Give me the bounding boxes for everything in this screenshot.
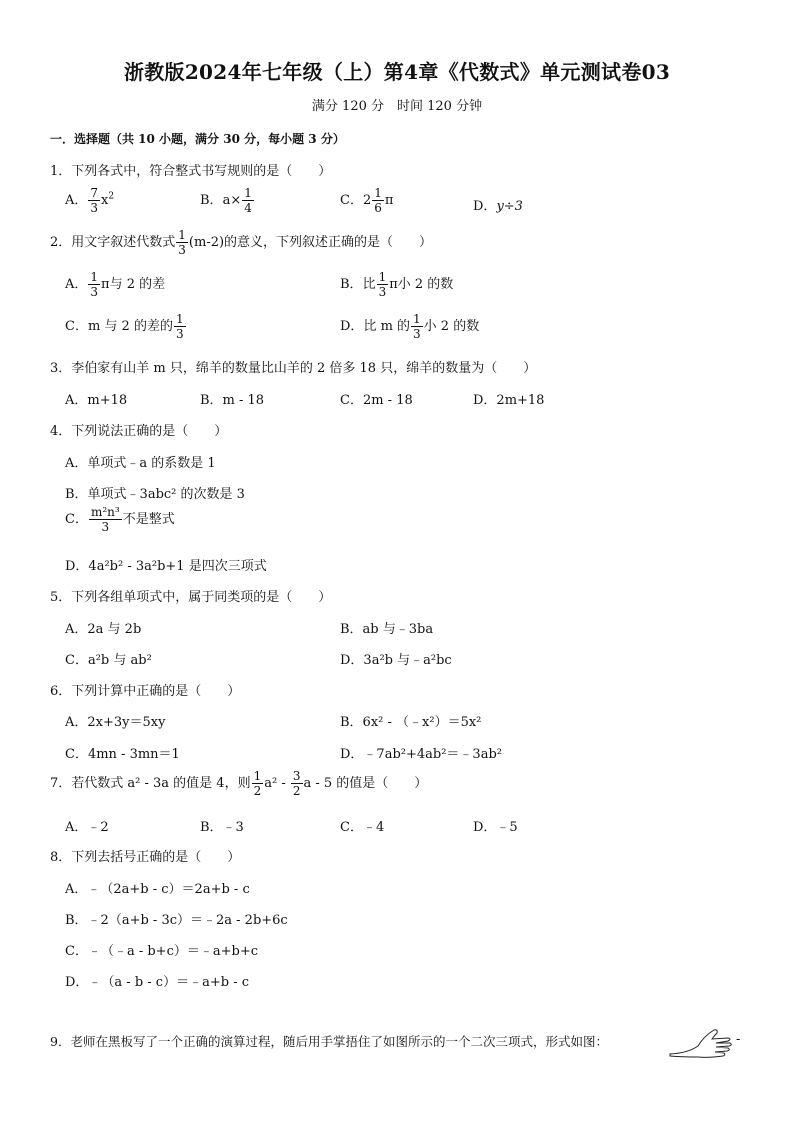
q1-option-d: D．y÷3: [473, 199, 523, 214]
q3-option-d: D．2m+18: [473, 393, 545, 408]
question-5-stem: 5．下列各组单项式中，属于同类项的是（ ）: [50, 590, 332, 605]
question-8-stem: 8．下列去括号正确的是（ ）: [50, 850, 241, 865]
q2-option-c: C．m 与 2 的差的 $\frac{1}{3}$: [65, 312, 184, 341]
page-title: 浙教版2024年七年级（上）第4章《代数式》单元测试卷03: [123, 60, 671, 84]
exam-info: 满分 120 分 时间 120 分钟: [311, 99, 483, 114]
hand-icon: [668, 1026, 734, 1060]
q7-option-a: A．﹣2: [65, 820, 109, 835]
q8-option-d: D．﹣（a - b - c）＝﹣a+b - c: [65, 975, 249, 990]
q6-option-c: C．4mn - 3mn＝1: [65, 747, 180, 762]
q5-option-d: D．3a²b 与﹣a²bc: [340, 653, 452, 668]
q1-option-b: B．a× $\frac{1}{4}$: [200, 186, 252, 215]
question-3-stem: 3．李伯家有山羊 m 只，绵羊的数量比山羊的 2 倍多 18 只，绵羊的数量为（ ）: [50, 361, 537, 376]
question-2-stem: 2．用文字叙述代数式 $\frac{1}{3}$ (m-2)的意义，下列叙述正确的是（ ）: [50, 228, 433, 257]
q3-option-b: B．m - 18: [200, 393, 265, 408]
q2-option-d: D．比 m 的 $\frac{1}{3}$ 小 2 的数: [340, 312, 480, 341]
question-9-stem: 9．老师在黑板写了一个正确的演算过程，随后用手掌捂住了如图所示的一个二次三项式，形式如图：: [50, 1034, 608, 1049]
q1-option-a: A． $\frac{7}{3}$ $x^2$: [65, 186, 115, 215]
q6-option-a: A．2x+3y＝5xy: [65, 715, 166, 730]
q3-option-a: A．m+18: [65, 393, 128, 408]
q8-option-a: A．﹣（2a+b - c）＝2a+b - c: [65, 882, 250, 897]
q2-option-a: A． $\frac{1}{3}$ π与 2 的差: [65, 270, 166, 299]
q5-option-b: B．ab 与﹣3ba: [340, 622, 434, 637]
question-9-tail: -: [736, 1032, 741, 1047]
q7-option-d: D．﹣5: [473, 820, 518, 835]
q8-option-b: B．﹣2（a+b - 3c）＝﹣2a - 2b+6c: [65, 913, 288, 928]
q6-option-b: B．6x² - （﹣x²）＝5x²: [340, 715, 482, 730]
question-6-stem: 6．下列计算中正确的是（ ）: [50, 684, 241, 699]
q3-option-c: C．2m - 18: [340, 393, 413, 408]
q7-option-c: C．﹣4: [340, 820, 385, 835]
q5-option-a: A．2a 与 2b: [65, 622, 142, 637]
question-4-stem: 4．下列说法正确的是（ ）: [50, 424, 228, 439]
question-1-stem: 1．下列各式中，符合整式书写规则的是（ ）: [50, 164, 332, 179]
q4-option-d: D．4a²b² - 3a²b+1 是四次三项式: [65, 559, 267, 574]
q6-option-d: D．﹣7ab²+4ab²＝﹣3ab²: [340, 747, 502, 762]
question-7-stem: 7．若代数式 a² - 3a 的值是 4，则 $\frac{1}{2}$ a² - $\frac{3}{2}$ a - 5 的值是（ ）: [50, 769, 428, 798]
q4-option-c: C． $\frac{\text{m²n³}}{3}$ 不是整式: [65, 505, 175, 534]
q5-option-c: C．a²b 与 ab²: [65, 653, 152, 668]
q1-option-c: C．2 $\frac{1}{6}$ π: [340, 186, 394, 215]
q8-option-c: C．﹣（﹣a - b+c）＝﹣a+b+c: [65, 944, 258, 959]
section-heading: 一．选择题（共 10 小题，满分 30 分，每小题 3 分）: [50, 132, 345, 146]
q7-option-b: B．﹣3: [200, 820, 244, 835]
q4-option-b: B．单项式﹣3abc² 的次数是 3: [65, 487, 245, 502]
q2-option-b: B．比 $\frac{1}{3}$ π小 2 的数: [340, 270, 454, 299]
q4-option-a: A．单项式﹣a 的系数是 1: [65, 456, 216, 471]
